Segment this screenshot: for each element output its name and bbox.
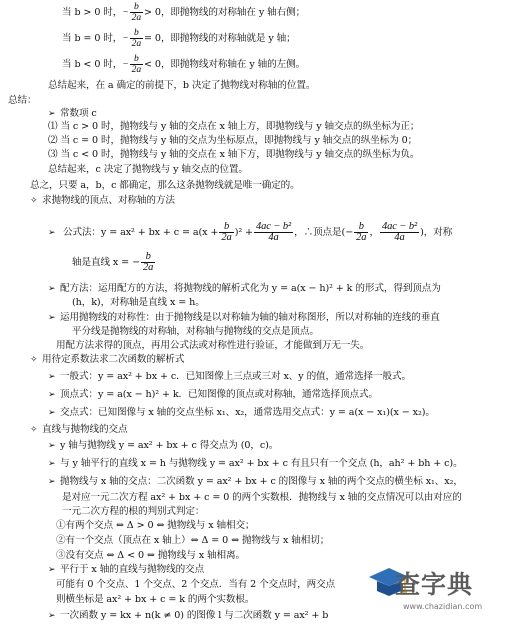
completing-square-method: ➢ 配方法：运用配方的方法，将抛物线的解析式化为 y = a(x − h)² + k 的形式，得到顶点为 bbox=[48, 283, 441, 294]
linear-quadratic-intersection: ➢ 一次函数 y = kx + n(k ≠ 0) 的图像 l 与二次函数 y = ax² + b bbox=[48, 610, 329, 621]
intersection-heading: ✧ 直线与抛物线的交点 bbox=[30, 424, 128, 435]
arrow-bullet-icon: ➢ bbox=[48, 109, 56, 119]
diamond-bullet-icon: ✧ bbox=[30, 425, 38, 435]
horizontal-line-cont: 可能有 0 个交点、1 个交点、2 个交点．当有 2 个交点时，两交点 bbox=[56, 579, 336, 590]
x-axis-intersection-cont2: 一元二次方程的根的判别式判定： bbox=[62, 506, 205, 517]
arrow-bullet-icon: ➢ bbox=[48, 284, 56, 294]
arrow-bullet-icon: ➢ bbox=[48, 459, 56, 469]
vertical-line-intersection: ➢ 与 y 轴平行的直线 x = h 与抛物线 y = ax² + bx + c 有且只有一个交点 (h，ah² + bh + c)。 bbox=[48, 458, 463, 469]
case-c-positive: ⑴ 当 c > 0 时，抛物线与 y 轴的交点在 x 轴上方，即抛物线与 y 轴交点的纵坐标为正； bbox=[48, 121, 420, 132]
general-form: ➢ 一般式：y = ax² + bx + c．已知图像上三点或三对 x、y 的值，通常选择一般式。 bbox=[48, 371, 411, 382]
fraction-b-over-2a: $\frac{b}{2a}$ bbox=[131, 1, 142, 23]
intercept-form: ➢ 交点式：已知图像与 x 轴的交点坐标 x₁、x₂，通常选用交点式：y = a(x − x₁)(x − x₂)。 bbox=[48, 407, 435, 418]
case-one-point: ②有一个交点（顶点在 x 轴上）⇔ Δ = 0 ⇔ 抛物线与 x 轴相切； bbox=[56, 535, 330, 546]
arrow-bullet-icon: ➢ bbox=[48, 372, 56, 382]
case-c-negative: ⑶ 当 c < 0 时，抛物线与 y 轴的交点在 x 轴下方，即抛物线与 y 轴交点的纵坐标为负。 bbox=[48, 149, 420, 160]
fraction-b-over-2a: $\frac{b}{2a}$ bbox=[131, 53, 142, 75]
arrow-bullet-icon: ➢ bbox=[48, 441, 56, 451]
summary-heading: 总结： bbox=[8, 95, 37, 106]
vertex-method-heading: ✧ 求抛物线的顶点、对称轴的方法 bbox=[30, 195, 175, 206]
watermark-logo bbox=[365, 555, 506, 627]
fraction-b-over-2a: $\frac{b}{2a}$ bbox=[131, 27, 142, 49]
summary-c: 总结起来，c 决定了抛物线与 y 轴交点的位置。 bbox=[48, 164, 248, 175]
fraction-b-over-2a: $\frac{b}{2a}$ bbox=[221, 221, 232, 243]
case-two-points: ①有两个交点 ⇔ Δ > 0 ⇔ 抛物线与 x 轴相交； bbox=[56, 520, 255, 531]
arrow-bullet-icon: ➢ bbox=[48, 408, 56, 418]
verification-note: 用配方法求得的顶点，再用公式法或对称性进行验证，才能做到万无一失。 bbox=[56, 340, 370, 351]
arrow-bullet-icon: ➢ bbox=[48, 611, 56, 621]
watermark-url: www.chazidian.com bbox=[403, 602, 483, 611]
arrow-bullet-icon: ➢ bbox=[48, 390, 56, 400]
x-axis-intersection: ➢ 抛物线与 x 轴的交点：二次函数 y = ax² + bx + c 的图像与 x 轴的两个交点的横坐标 x₁、x₂， bbox=[48, 476, 463, 487]
y-axis-intersection: ➢ y 轴与抛物线 y = ax² + bx + c 得交点为 (0，c)。 bbox=[48, 440, 279, 451]
case-c-zero: ⑵ 当 c = 0 时，抛物线与 y 轴的交点为坐标原点，即抛物线与 y 轴交点的纵坐标为 0； bbox=[48, 135, 418, 146]
arrow-bullet-icon: ➢ bbox=[48, 228, 56, 238]
case-b-positive: 当 b > 0 时，− $\frac{b}{2a}$ > 0，即抛物线的对称轴在 y 轴右侧； bbox=[62, 1, 306, 23]
diamond-bullet-icon: ✧ bbox=[30, 355, 38, 365]
fraction-vertex-y: $\frac{\text{4ac − b²}}{4a}$ bbox=[381, 221, 418, 243]
fraction-b-over-2a: $\frac{b}{2a}$ bbox=[143, 251, 154, 273]
case-no-point: ③没有交点 ⇔ Δ < 0 ⇔ 抛物线与 x 轴相离。 bbox=[56, 550, 245, 561]
fraction-vertex-y: $\frac{\text{4ac − b²}}{4a}$ bbox=[255, 221, 292, 243]
constant-term-heading: ➢ 常数项 c bbox=[48, 108, 97, 119]
diamond-bullet-icon: ✧ bbox=[30, 196, 38, 206]
case-b-zero: 当 b = 0 时，− $\frac{b}{2a}$ = 0，即抛物线的对称轴就是 y 轴； bbox=[62, 27, 296, 49]
undetermined-coeff-heading: ✧ 用待定系数法求二次函数的解析式 bbox=[30, 354, 185, 365]
watermark-brand: 查字典 bbox=[395, 570, 474, 599]
completing-square-result: (h，k)，对称轴是直线 x = h。 bbox=[72, 297, 205, 308]
axis-formula: 轴是直线 x = − $\frac{b}{2a}$ bbox=[72, 251, 154, 273]
case-b-negative: 当 b < 0 时，− $\frac{b}{2a}$ < 0，即抛物线对称轴在 y 轴的左侧。 bbox=[62, 53, 306, 75]
x-axis-intersection-cont: 是对应一元二次方程 ax² + bx + c = 0 的两个实数根．抛物线与 x 轴的交点情况可以由对应的 bbox=[62, 492, 462, 503]
horizontal-line-cont2: 则横坐标是 ax² + bx + c = k 的两个实数根。 bbox=[56, 594, 255, 605]
summary-b: 总结起来，在 a 确定的前提下，b 决定了抛物线对称轴的位置。 bbox=[48, 80, 316, 91]
fraction-b-over-2a: $\frac{b}{2a}$ bbox=[356, 221, 367, 243]
vertex-form: ➢ 顶点式：y = a(x − h)² + k．已知图像的顶点或对称轴，通常选择顶点式。 bbox=[48, 389, 378, 400]
arrow-bullet-icon: ➢ bbox=[48, 313, 56, 323]
symmetry-method: ➢ 运用抛物线的对称性：由于抛物线是以对称轴为轴的轴对称图形，所以对称轴的连线的垂直 bbox=[48, 312, 440, 323]
formula-method: ➢ 公式法：y = ax² + bx + c = a(x + $\frac{b}{2a}$ )² + $\frac{\text{4ac − b²}}{4a}$ ，∴顶点是(− $\frac{b}{2a}$ ， $\frac{\text{4ac − b²}}{4a}$ )，对称 bbox=[48, 221, 453, 243]
horizontal-line-intersection: ➢ 平行于 x 轴的直线与抛物线的交点 bbox=[48, 564, 205, 575]
arrow-bullet-icon: ➢ bbox=[48, 565, 56, 575]
symmetry-method-cont: 平分线是抛物线的对称轴，对称轴与抛物线的交点是顶点。 bbox=[72, 326, 319, 337]
arrow-bullet-icon: ➢ bbox=[48, 477, 56, 487]
summary-abc: 总之，只要 a，b，c 都确定，那么这条抛物线就是唯一确定的。 bbox=[30, 180, 300, 191]
